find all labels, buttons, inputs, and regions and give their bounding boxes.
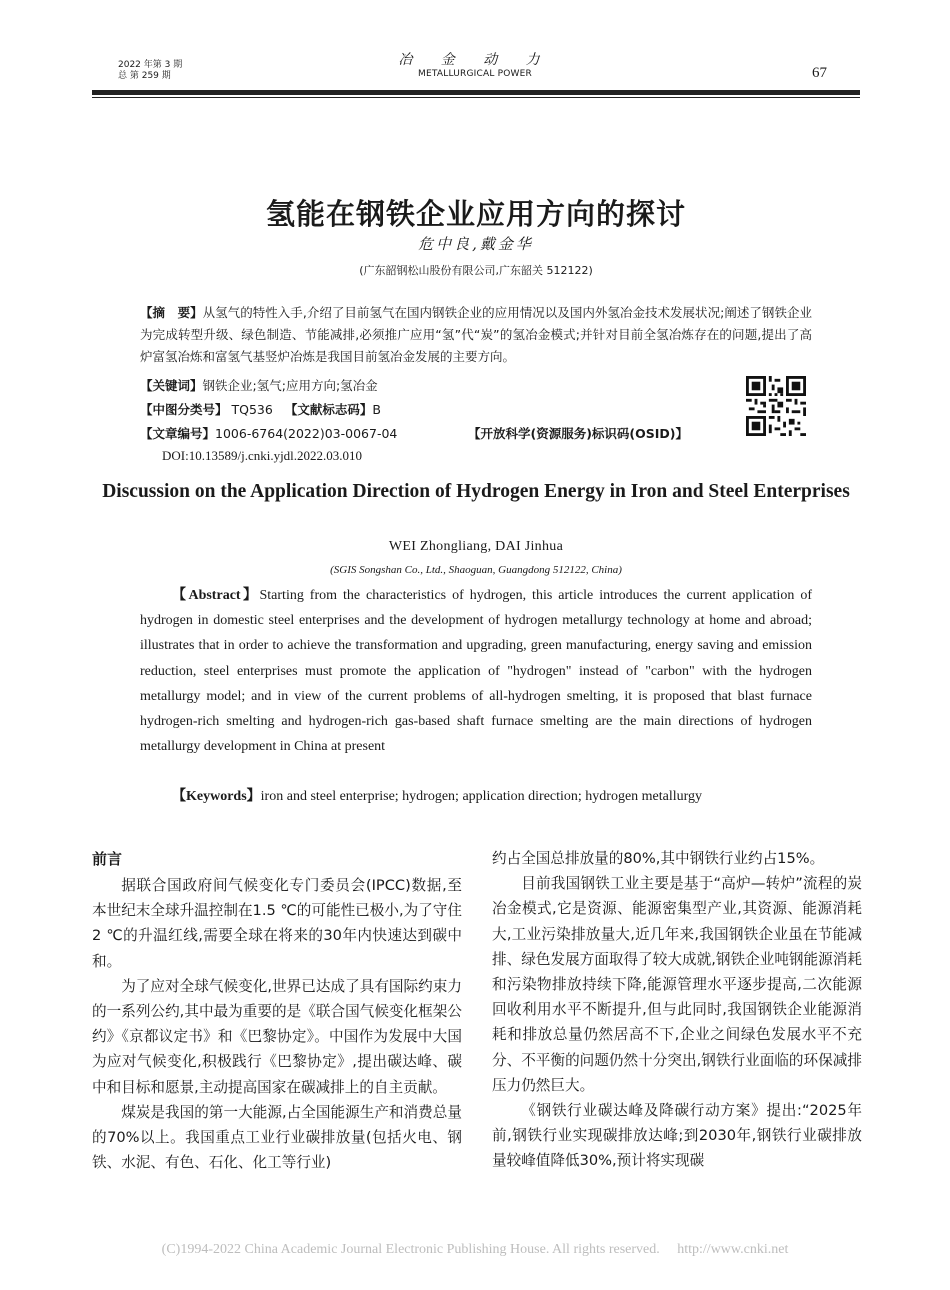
- body-paragraph: 据联合国政府间气候变化专门委员会(IPCC)数据,至本世纪末全球升温控制在1.5 ℃的可能性已极小,为了守住2 ℃的升温红线,需要全球在将来的30年内快速达到碳中和。: [92, 877, 462, 970]
- journal-name-en: METALLURGICAL POWER: [418, 69, 532, 79]
- page-number: 67: [812, 65, 827, 81]
- body-paragraph: 《钢铁行业碳达峰及降碳行动方案》提出:“2025年前,钢铁行业实现碳排放达峰;到2030年,钢铁行业碳排放量较峰值降低30%,预计将实现碳: [492, 1102, 862, 1170]
- clc-value: TQ536: [231, 402, 273, 417]
- year-issue: 2022 年第 3 期: [118, 60, 183, 70]
- abstract-en-text: Starting from the characteristics of hydrogen, this article introduces the current application of hydrogen in domestic steel enterprises and the development of hydrogen metallurgy technology at home and abroad; illustrates that in order to achieve the transformation and upgrading, green manufacturing, energy saving and emission reduction, steel enterprises must promote the application of "hydrogen" instead of "carbon" with the hydrogen metallurgy model; and in view of the current problems of all-hydrogen smelting, it is proposed that blast furnace hydrogen-rich smelting and hydrogen-rich gas-based shaft furnace smelting are the main directions of hydrogen metallurgy development in China at present: [140, 588, 812, 755]
- body-column-left: [92, 846, 462, 1175]
- header-rule: [92, 90, 860, 95]
- osid-label-text: 【开放科学(资源服务)标识码(OSID)】: [468, 426, 689, 441]
- keywords-cn-text: 钢铁企业;氢气;应用方向;氢冶金: [202, 378, 378, 393]
- article-no-value: 1006-6764(2022)03-0067-04: [215, 426, 398, 441]
- section-heading: 前言: [92, 850, 123, 868]
- abstract-en: [140, 583, 812, 759]
- abstract-cn-text: 从氢气的特性入手,介绍了目前氢气在国内钢铁企业的应用情况以及国内外氢冶金技术发展状况;阐述了钢铁企业为完成转型升级、绿色制造、节能减排,必须推广应用“氢”代“炭”的氢冶金模式;并针对目前全氢冶炼存在的问题,提出了高炉富氢冶炼和富氢气基竖炉冶炼是我国目前氢冶金发展的主要方向。: [140, 305, 812, 364]
- doc-code-value: B: [372, 402, 381, 417]
- article-no-label: 【文章编号】: [140, 426, 216, 441]
- body-paragraph: 目前我国钢铁工业主要是基于“高炉—转炉”流程的炭冶金模式,它是资源、能源密集型产业,其资源、能源消耗大,工业污染排放量大,近几年来,我国钢铁企业虽在节能减排、绿色发展方面取得了较大成就,钢铁企业吨钢能源消耗和污染物排放持续下降,能源管理水平逐步提高,二次能源回收利用水平不断提升,但与此同时,我国钢铁企业能源消耗和排放总量仍然居高不下,企业之间绿色发展水平不充分、不平衡的问题仍然十分突出,钢铁行业面临的环保减排压力仍然巨大。: [492, 875, 862, 1094]
- copyright-text: (C)1994-2022 China Academic Journal Electronic Publishing House. All rights reserved.: [161, 1242, 660, 1257]
- classification: [140, 400, 381, 418]
- abstract-cn-label: 【摘 要】: [140, 305, 203, 320]
- copyright-footer: [0, 1242, 950, 1258]
- article-title-en: Discussion on the Application Direction of Hydrogen Energy in Iron and Steel Enterprises: [102, 481, 850, 502]
- header-rule-thin: [92, 97, 860, 98]
- authors-cn: 危中良,戴金华: [418, 235, 534, 253]
- doi: DOI:10.13589/j.cnki.yjdl.2022.03.010: [162, 448, 363, 463]
- body-paragraph-continued: 约占全国总排放量的80%,其中钢铁行业约占15%。: [492, 850, 825, 867]
- footer-url[interactable]: http://www.cnki.net: [677, 1242, 789, 1257]
- keywords-en-text: iron and steel enterprise; hydrogen; application direction; hydrogen metallurgy: [260, 789, 703, 804]
- keywords-cn: [140, 376, 378, 394]
- clc-label: 【中图分类号】: [140, 402, 228, 417]
- keywords-en: [140, 784, 812, 809]
- journal-name: [360, 52, 590, 80]
- article-number: [140, 424, 397, 442]
- body-column-right: [492, 846, 862, 1174]
- authors-en: WEI Zhongliang, DAI Jinhua: [388, 539, 564, 554]
- abstract-en-label: 【Abstract】: [172, 588, 260, 603]
- affiliation-en: (SGIS Songshan Co., Ltd., Shaoguan, Guangdong 512122, China): [330, 564, 622, 576]
- article-title-cn: 氢能在钢铁企业应用方向的探讨: [265, 197, 686, 231]
- total-issue: 总 第 259 期: [118, 71, 171, 81]
- keywords-en-label: 【Keywords】: [172, 789, 261, 804]
- qr-code-icon: [746, 376, 806, 436]
- body-paragraph: 为了应对全球气候变化,世界已达成了具有国际约束力的一系列公约,其中最为重要的是《联合国气候变化框架公约》《京都议定书》和《巴黎协定》。中国作为发展中大国为应对气候变化,积极践行《巴黎协定》,提出碳达峰、碳中和目标和愿景,主动提高国家在碳减排上的自主贡献。: [92, 977, 462, 1096]
- journal-name-cn: 冶 金 动 力: [398, 52, 552, 68]
- abstract-cn: [140, 302, 812, 368]
- issue-info: [118, 60, 182, 82]
- doc-code-label: 【文献标志码】: [284, 402, 373, 417]
- keywords-cn-label: 【关键词】: [140, 378, 203, 393]
- affiliation-cn: (广东韶钢松山股份有限公司,广东韶关 512122): [359, 264, 593, 277]
- body-paragraph: 煤炭是我国的第一大能源,占全国能源生产和消费总量的70%以上。我国重点工业行业碳排放量(包括火电、钢铁、水泥、有色、石化、化工等行业): [92, 1103, 462, 1172]
- osid-label: [468, 424, 688, 442]
